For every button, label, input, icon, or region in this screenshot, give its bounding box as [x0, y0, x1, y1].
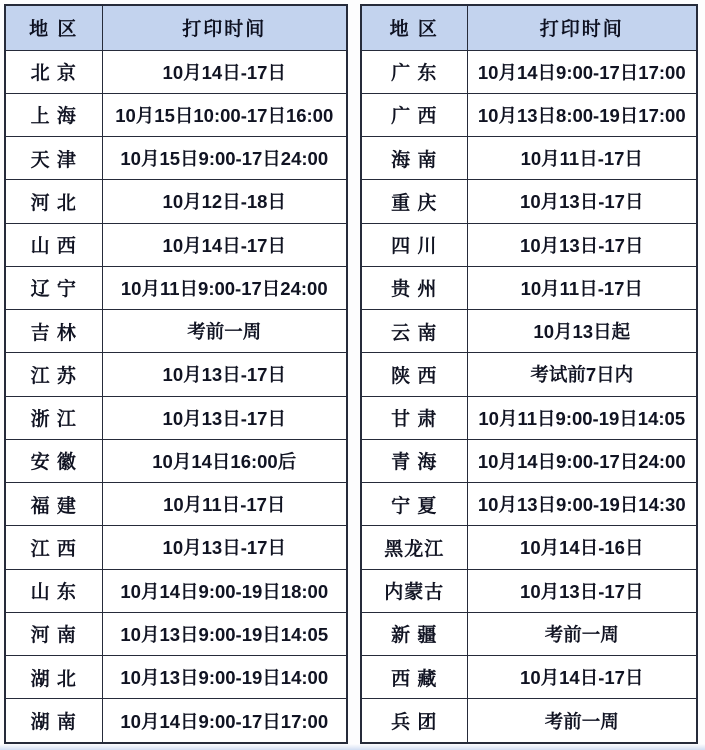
table-header-row: [5, 5, 347, 50]
print-time-cell: 10月14日9:00-17日17:00: [467, 50, 697, 93]
region-cell: 青 海: [361, 439, 467, 482]
region-cell: 河 南: [5, 612, 102, 655]
region-cell: 云 南: [361, 310, 467, 353]
print-time-cell: 10月13日8:00-19日17:00: [467, 93, 697, 136]
table-row: [5, 310, 347, 353]
table-row: [361, 93, 697, 136]
print-time-cell: 10月11日-17日: [467, 137, 697, 180]
region-cell: 新 疆: [361, 612, 467, 655]
print-time-table-left: [4, 4, 348, 744]
table-row: [361, 612, 697, 655]
print-time-cell: 10月14日9:00-19日18:00: [102, 569, 347, 612]
print-time-cell: 10月12日-18日: [102, 180, 347, 223]
print-time-cell: 10月13日起: [467, 310, 697, 353]
print-time-cell: 10月11日-17日: [102, 483, 347, 526]
print-time-cell: 10月13日-17日: [102, 526, 347, 569]
print-time-cell: 考前一周: [467, 612, 697, 655]
print-time-cell: 10月11日-17日: [467, 266, 697, 309]
region-cell: 河 北: [5, 180, 102, 223]
table-row: [361, 396, 697, 439]
print-time-cell: 考试前7日内: [467, 353, 697, 396]
region-cell: 湖 北: [5, 656, 102, 699]
print-time-cell: 10月13日9:00-19日14:30: [467, 483, 697, 526]
table-row: [5, 569, 347, 612]
table-row: [5, 93, 347, 136]
region-cell: 陕 西: [361, 353, 467, 396]
print-time-cell: 10月15日10:00-17日16:00: [102, 93, 347, 136]
table-row: [5, 612, 347, 655]
table-header-row: [361, 5, 697, 50]
region-cell: 山 西: [5, 223, 102, 266]
region-cell: 海 南: [361, 137, 467, 180]
table-row: [361, 656, 697, 699]
region-cell: 广 西: [361, 93, 467, 136]
region-cell: 广 东: [361, 50, 467, 93]
table-row: [5, 656, 347, 699]
print-time-column-header: 打印时间: [467, 5, 697, 50]
print-time-cell: 考前一周: [467, 699, 697, 743]
print-time-cell: 10月14日-17日: [467, 656, 697, 699]
region-cell: 兵 团: [361, 699, 467, 743]
print-time-cell: 10月15日9:00-17日24:00: [102, 137, 347, 180]
table-row: [361, 483, 697, 526]
region-cell: 上 海: [5, 93, 102, 136]
print-time-cell: 10月14日9:00-17日24:00: [467, 439, 697, 482]
region-cell: 安 徽: [5, 439, 102, 482]
table-row: [5, 699, 347, 743]
table-row: [361, 439, 697, 482]
table-row: [5, 353, 347, 396]
region-cell: 湖 南: [5, 699, 102, 743]
region-cell: 贵 州: [361, 266, 467, 309]
print-time-cell: 10月14日-17日: [102, 50, 347, 93]
region-cell: 天 津: [5, 137, 102, 180]
print-time-cell: 10月13日9:00-19日14:00: [102, 656, 347, 699]
region-column-header: 地 区: [361, 5, 467, 50]
print-time-cell: 10月13日-17日: [467, 180, 697, 223]
print-time-cell: 10月13日9:00-19日14:05: [102, 612, 347, 655]
table-row: [361, 137, 697, 180]
region-cell: 黑龙江: [361, 526, 467, 569]
table-row: [361, 266, 697, 309]
print-time-cell: 10月13日-17日: [102, 353, 347, 396]
table-row: [5, 266, 347, 309]
region-cell: 四 川: [361, 223, 467, 266]
print-time-table-right: [360, 4, 698, 744]
region-cell: 福 建: [5, 483, 102, 526]
region-column-header: 地 区: [5, 5, 102, 50]
print-time-cell: 10月13日-17日: [467, 223, 697, 266]
table-row: [361, 180, 697, 223]
table-row: [5, 396, 347, 439]
region-cell: 宁 夏: [361, 483, 467, 526]
bottom-edge-tint: [0, 744, 705, 750]
print-time-cell: 10月14日-17日: [102, 223, 347, 266]
table-row: [5, 137, 347, 180]
print-time-cell: 10月14日9:00-17日17:00: [102, 699, 347, 743]
region-cell: 西 藏: [361, 656, 467, 699]
region-cell: 浙 江: [5, 396, 102, 439]
table-row: [361, 50, 697, 93]
region-cell: 内蒙古: [361, 569, 467, 612]
print-time-cell: 10月13日-17日: [102, 396, 347, 439]
region-cell: 江 西: [5, 526, 102, 569]
region-cell: 山 东: [5, 569, 102, 612]
region-cell: 辽 宁: [5, 266, 102, 309]
table-row: [361, 699, 697, 743]
table-row: [5, 180, 347, 223]
print-time-cell: 10月13日-17日: [467, 569, 697, 612]
table-row: [5, 439, 347, 482]
region-cell: 江 苏: [5, 353, 102, 396]
print-time-cell: 10月14日-16日: [467, 526, 697, 569]
region-cell: 甘 肃: [361, 396, 467, 439]
table-row: [361, 569, 697, 612]
table-row: [361, 223, 697, 266]
region-cell: 吉 林: [5, 310, 102, 353]
table-row: [361, 310, 697, 353]
table-row: [361, 526, 697, 569]
print-time-cell: 考前一周: [102, 310, 347, 353]
print-time-cell: 10月11日9:00-17日24:00: [102, 266, 347, 309]
table-row: [361, 353, 697, 396]
print-time-cell: 10月11日9:00-19日14:05: [467, 396, 697, 439]
table-row: [5, 526, 347, 569]
region-cell: 北 京: [5, 50, 102, 93]
region-cell: 重 庆: [361, 180, 467, 223]
table-row: [5, 50, 347, 93]
print-time-column-header: 打印时间: [102, 5, 347, 50]
table-row: [5, 483, 347, 526]
print-time-cell: 10月14日16:00后: [102, 439, 347, 482]
table-row: [5, 223, 347, 266]
